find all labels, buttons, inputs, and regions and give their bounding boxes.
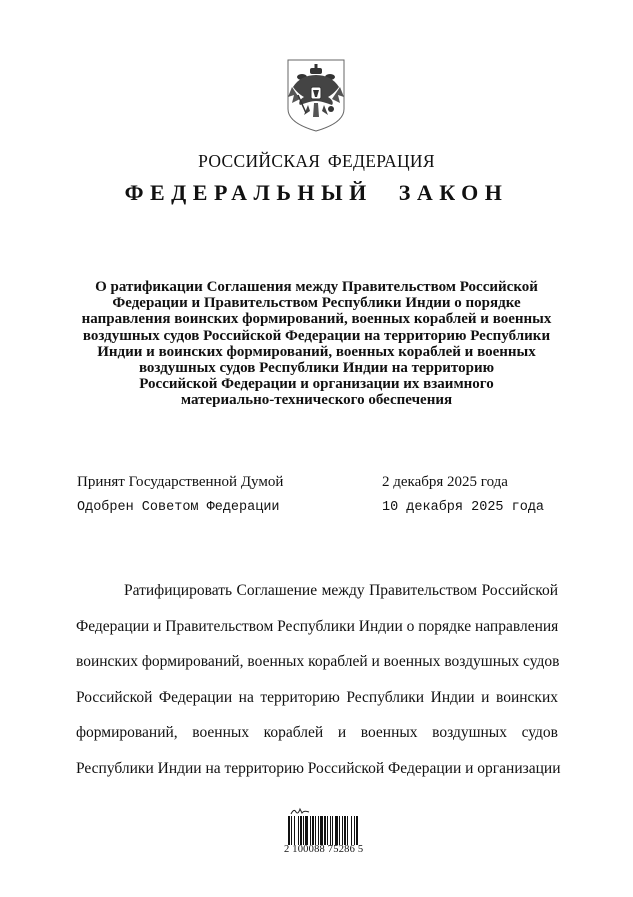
barcode-bar bbox=[356, 816, 358, 845]
document-type: ФЕДЕРАЛЬНЫЙ ЗАКОН bbox=[124, 180, 509, 205]
body-paragraph bbox=[76, 573, 561, 786]
adoption-label: Принят Государственной Думой bbox=[77, 474, 284, 490]
barcode-bar bbox=[327, 816, 328, 845]
barcode-bar bbox=[324, 816, 326, 845]
barcode-bar bbox=[312, 816, 314, 845]
barcode-bar bbox=[342, 816, 343, 845]
barcode-bar bbox=[305, 816, 308, 845]
barcode-bar bbox=[298, 816, 299, 845]
barcode-bar bbox=[330, 816, 331, 845]
title-line: направления воинских формирований, военных кораблей и военных bbox=[81, 311, 552, 328]
barcode-bar bbox=[291, 816, 292, 845]
signature-icon bbox=[290, 806, 310, 816]
body-line: Федерации и Правительством Республики Индии о порядке направления bbox=[76, 617, 559, 635]
country-name: РОССИЙСКАЯ ФЕДЕРАЦИЯ bbox=[198, 151, 435, 171]
body-line: формирований, военных кораблей и военных воздушных судов bbox=[76, 724, 558, 741]
barcode-bar bbox=[339, 816, 340, 845]
approval-date: 10 декабря 2025 года bbox=[382, 500, 545, 515]
title-line: Российской Федерации и организации их взаимного bbox=[139, 376, 494, 393]
barcode-bar bbox=[300, 816, 302, 845]
barcode-bar bbox=[310, 816, 311, 845]
barcode-number: 2 100088 75286 5 bbox=[284, 844, 364, 855]
barcode-bar bbox=[347, 816, 348, 845]
barcode-bar bbox=[288, 816, 290, 845]
barcode bbox=[284, 806, 368, 856]
title-line: Федерации и Правительством Республики Индии о порядке bbox=[112, 295, 521, 312]
law-title bbox=[78, 279, 555, 409]
body-line: воинских формирований, военных кораблей и военных воздушных судов bbox=[76, 653, 560, 670]
body-line: Ратифицировать Соглашение между Правительством Российской bbox=[124, 582, 558, 599]
barcode-bar bbox=[344, 816, 346, 845]
title-line: воздушных судов Республики Индии на территорию bbox=[138, 360, 495, 377]
barcode-bars bbox=[288, 816, 366, 845]
barcode-bar bbox=[318, 816, 319, 845]
barcode-bar bbox=[335, 816, 338, 845]
barcode-bar bbox=[294, 816, 295, 845]
adoption-date: 2 декабря 2025 года bbox=[382, 474, 508, 490]
barcode-bar bbox=[315, 816, 316, 845]
title-line: О ратификации Соглашения между Правительством Российской bbox=[95, 279, 538, 295]
body-line: Российской Федерации на территорию Республики Индии и воинских bbox=[76, 688, 558, 706]
barcode-bar bbox=[351, 816, 352, 845]
barcode-bar bbox=[332, 816, 333, 845]
approval-label: Одобрен Советом Федерации bbox=[77, 500, 280, 515]
barcode-bar bbox=[354, 816, 355, 845]
title-line: воздушных судов Российской Федерации на территорию Республики bbox=[82, 327, 551, 344]
title-line: материально-технического обеспечения bbox=[180, 392, 453, 409]
title-line: Индии и воинских формирований, военных кораблей и военных bbox=[97, 343, 536, 360]
barcode-bar bbox=[320, 816, 323, 845]
barcode-bar bbox=[303, 816, 304, 845]
coat-of-arms-icon bbox=[284, 57, 348, 133]
body-line: Республики Индии на территорию Российской Федерации и организации bbox=[76, 759, 561, 777]
